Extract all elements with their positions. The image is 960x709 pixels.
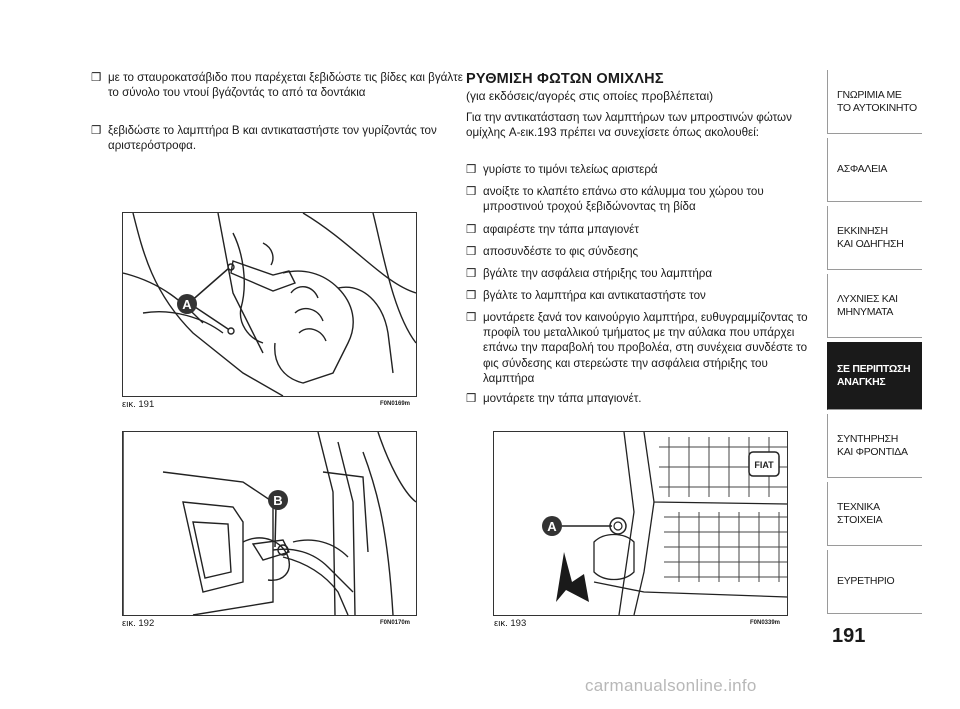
tab-maintenance[interactable]: ΣΥΝΤΗΡΗΣΗ ΚΑΙ ΦΡΟΝΤΙΔΑ [827, 414, 922, 478]
figure-code: F0N0169m [380, 401, 411, 407]
checkbox-bullet-icon: ❒ [466, 245, 477, 258]
left-bullet: ❒ ξεβιδώστε το λαμπτήρα B και αντικαταστήστε τον γυρίζοντάς τον αριστερόστροφα. [91, 124, 437, 153]
checkbox-bullet-icon: ❒ [466, 185, 477, 198]
tab-technical-data[interactable]: ΤΕΧΝΙΚΑ ΣΤΟΙΧΕΙΑ [827, 482, 922, 546]
step-bullet: ❒ αφαιρέστε την τάπα μπαγιονέτ [466, 223, 639, 236]
checkbox-bullet-icon: ❒ [466, 392, 477, 405]
bulb-socket-illustration [123, 432, 416, 615]
page-number: 191 [832, 625, 866, 647]
tab-lights-messages[interactable]: ΛΥΧΝΙΕΣ ΚΑΙ ΜΗΝΥΜΑΤΑ [827, 274, 922, 338]
figure-caption: εικ. 192 [122, 618, 155, 629]
step-bullet: ❒ αποσυνδέστε το φις σύνδεσης [466, 245, 639, 258]
bulb-removal-illustration [123, 213, 416, 396]
curved-arrow-icon [556, 552, 589, 602]
tab-safety[interactable]: ΑΣΦΑΛΕΙΑ [827, 138, 922, 202]
fiat-logo: FIAT [754, 460, 774, 470]
watermark: carmanualsonline.info [585, 676, 757, 695]
intro-paragraph: Για την αντικατάσταση των λαμπτήρων των μπροστινών φώτων ομίχλης A-εικ.193 πρέπει να συνεχίσετε όπως ακολουθεί: [466, 111, 792, 140]
figure-code: F0N0339m [750, 620, 781, 626]
checkbox-bullet-icon: ❒ [466, 267, 477, 280]
tab-index[interactable]: ΕΥΡΕΤΗΡΙΟ [827, 550, 922, 614]
tab-starting-driving[interactable]: ΕΚΚΙΝΗΣΗ ΚΑΙ ΟΔΗΓΗΣΗ [827, 206, 922, 270]
svg-text:A: A [547, 519, 557, 534]
figure-caption: εικ. 191 [122, 399, 155, 410]
step-bullet: ❒ γυρίστε το τιμόνι τελείως αριστερά [466, 163, 658, 176]
section-subtitle: (για εκδόσεις/αγορές στις οποίες προβλέπεται) [466, 89, 714, 103]
figure-code: F0N0170m [380, 620, 411, 626]
checkbox-bullet-icon: ❒ [91, 124, 102, 137]
figure-193 [493, 431, 788, 616]
step-bullet: ❒ ανοίξτε το κλαπέτο επάνω στο κάλυμμα του χώρου του μπροστινού τροχού ξεβιδώνοντας τη βίδα [466, 185, 764, 214]
step-bullet: ❒ βγάλτε την ασφάλεια στήριξης του λαμπτήρα [466, 267, 713, 280]
fog-light-illustration [494, 432, 787, 615]
tab-knowing-the-car[interactable]: ΓΝΩΡΙΜΙΑ ΜΕ ΤΟ ΑΥΤΟΚΙΝΗΤΟ [827, 70, 922, 134]
svg-text:A: A [182, 297, 192, 312]
figure-191 [122, 212, 417, 397]
step-bullet: ❒ βγάλτε το λαμπτήρα και αντικαταστήστε τον [466, 289, 706, 302]
figure-caption: εικ. 193 [494, 618, 527, 629]
checkbox-bullet-icon: ❒ [466, 311, 477, 324]
figure-192 [122, 431, 417, 616]
section-title: ΡΥΘΜΙΣΗ ΦΩΤΩΝ ΟΜΙΧΛΗΣ [466, 71, 664, 87]
left-bullet: ❒ με το σταυροκατσάβιδο που παρέχεται ξεβιδώστε τις βίδες και βγάλτε το σύνολο του ντουί βγάζοντάς το από τα δοντάκια [91, 71, 463, 100]
step-bullet: ❒ μοντάρετε την τάπα μπαγιονέτ. [466, 392, 642, 405]
checkbox-bullet-icon: ❒ [466, 163, 477, 176]
svg-text:B: B [273, 493, 283, 508]
tab-emergency[interactable]: ΣΕ ΠΕΡΙΠΤΩΣΗ ΑΝΑΓΚΗΣ [827, 342, 922, 410]
checkbox-bullet-icon: ❒ [466, 289, 477, 302]
step-bullet: ❒ μοντάρετε ξανά τον καινούργιο λαμπτήρα, ευθυγραμμίζοντας το προφίλ του μεταλλικού τμήματος με την αύλακα που υπάρχει επάνω την παραβολή του προβολέα, στη συνέχεια συνδέστε το φις σύνδεσης και στερεώστε την ασφάλεια στήριξης του λαμπτήρα [466, 311, 808, 385]
checkbox-bullet-icon: ❒ [466, 223, 477, 236]
checkbox-bullet-icon: ❒ [91, 71, 102, 84]
